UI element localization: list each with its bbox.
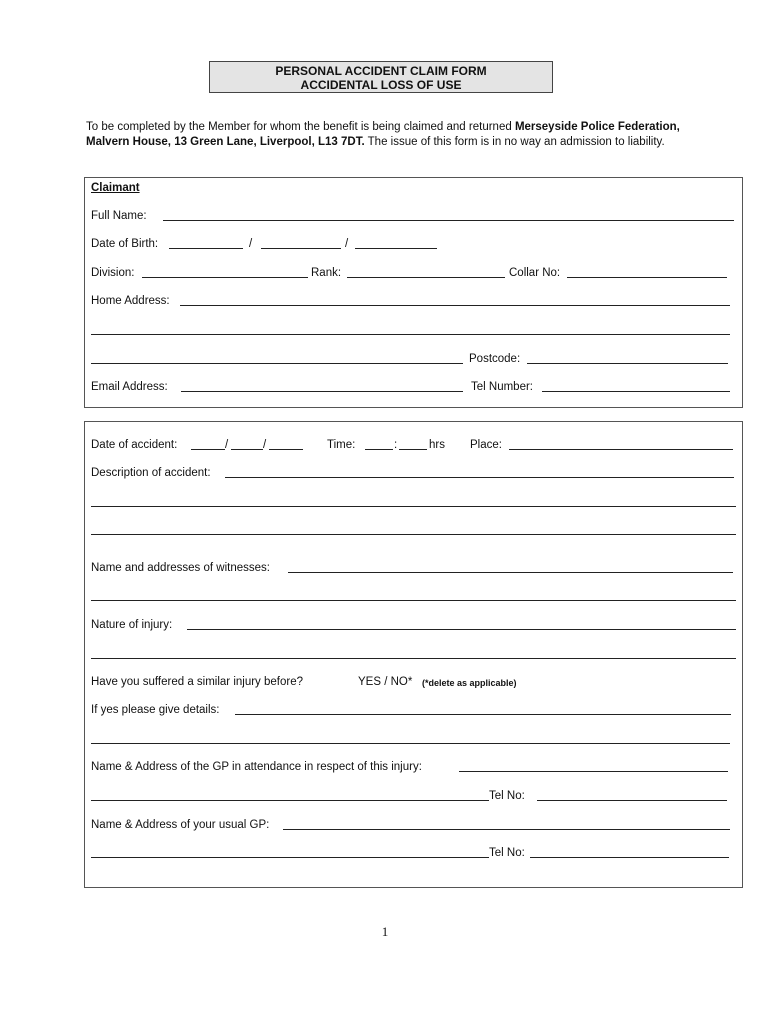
tel-number-field[interactable] bbox=[542, 391, 730, 392]
dob-separator: / bbox=[249, 238, 253, 250]
time-minutes-field[interactable] bbox=[399, 449, 427, 450]
form-title-line2: ACCIDENTAL LOSS OF USE bbox=[300, 78, 462, 92]
accident-section bbox=[84, 421, 743, 888]
dob-day-field[interactable] bbox=[169, 248, 243, 249]
witnesses-field[interactable] bbox=[288, 572, 733, 573]
email-field[interactable] bbox=[181, 391, 463, 392]
full-name-field[interactable] bbox=[163, 220, 734, 221]
dob-label: Date of Birth: bbox=[91, 238, 159, 250]
accident-year-field[interactable] bbox=[269, 449, 303, 450]
nature-of-injury-field[interactable] bbox=[187, 629, 736, 630]
description-field[interactable] bbox=[225, 477, 734, 478]
gp-tel-field[interactable] bbox=[537, 800, 727, 801]
usual-gp-label: Name & Address of your usual GP: bbox=[91, 819, 270, 831]
nature-of-injury-label: Nature of injury: bbox=[91, 619, 173, 631]
rank-field[interactable] bbox=[347, 277, 505, 278]
collar-no-field[interactable] bbox=[567, 277, 727, 278]
witnesses-label: Name and addresses of witnesses: bbox=[91, 562, 270, 574]
yes-no-option[interactable]: YES / NO* bbox=[358, 676, 413, 688]
similar-injury-question: Have you suffered a similar injury before? bbox=[91, 676, 304, 688]
time-label: Time: bbox=[327, 439, 356, 451]
gp-attendance-field[interactable] bbox=[459, 771, 728, 772]
dob-year-field[interactable] bbox=[355, 248, 437, 249]
intro-disclaimer: The issue of this form is in no way an admission to liability. bbox=[364, 135, 665, 148]
description-label: Description of accident: bbox=[91, 467, 211, 479]
full-name-label: Full Name: bbox=[91, 210, 147, 222]
rank-label: Rank: bbox=[311, 267, 342, 279]
postcode-field[interactable] bbox=[527, 363, 728, 364]
division-field[interactable] bbox=[142, 277, 308, 278]
place-label: Place: bbox=[470, 439, 502, 451]
hrs-label: hrs bbox=[429, 439, 445, 451]
page-number: 1 bbox=[381, 924, 389, 939]
collar-no-label: Collar No: bbox=[509, 267, 561, 279]
dob-month-field[interactable] bbox=[261, 248, 341, 249]
home-address-label: Home Address: bbox=[91, 295, 170, 307]
nature-of-injury-line-2[interactable] bbox=[91, 658, 736, 659]
home-address-line-2[interactable] bbox=[91, 334, 730, 335]
place-field[interactable] bbox=[509, 449, 733, 450]
home-address-field[interactable] bbox=[180, 305, 730, 306]
details-label: If yes please give details: bbox=[91, 704, 220, 716]
gp-tel-label: Tel No: bbox=[489, 790, 525, 802]
delete-note: (*delete as applicable) bbox=[422, 678, 517, 688]
description-line-3[interactable] bbox=[91, 534, 736, 535]
usual-gp-line-2[interactable] bbox=[91, 857, 489, 858]
usual-gp-tel-label: Tel No: bbox=[489, 847, 525, 859]
date-separator: / bbox=[263, 439, 267, 451]
gp-attendance-line-2[interactable] bbox=[91, 800, 489, 801]
description-line-2[interactable] bbox=[91, 506, 736, 507]
gp-attendance-label: Name & Address of the GP in attendance in respect of this injury: bbox=[91, 761, 422, 773]
intro-text: To be completed by the Member for whom the benefit is being claimed and returned bbox=[86, 121, 515, 133]
intro-paragraph bbox=[86, 120, 726, 149]
home-address-line-3[interactable] bbox=[91, 363, 463, 364]
time-hours-field[interactable] bbox=[365, 449, 393, 450]
claimant-section bbox=[84, 177, 743, 408]
details-field[interactable] bbox=[235, 714, 731, 715]
date-separator: / bbox=[225, 439, 229, 451]
time-separator: : bbox=[394, 439, 398, 451]
return-address: Merseyside Police Federation, Malvern House, 13 Green Lane, Liverpool, L13 7DT. bbox=[86, 121, 680, 148]
dob-separator: / bbox=[345, 238, 349, 250]
claimant-heading: Claimant bbox=[91, 182, 140, 194]
postcode-label: Postcode: bbox=[469, 353, 521, 365]
witnesses-line-2[interactable] bbox=[91, 600, 736, 601]
accident-month-field[interactable] bbox=[231, 449, 263, 450]
division-label: Division: bbox=[91, 267, 135, 279]
date-of-accident-label: Date of accident: bbox=[91, 439, 178, 451]
usual-gp-tel-field[interactable] bbox=[530, 857, 729, 858]
accident-day-field[interactable] bbox=[191, 449, 225, 450]
email-label: Email Address: bbox=[91, 381, 168, 393]
tel-number-label: Tel Number: bbox=[471, 381, 533, 393]
form-title bbox=[209, 61, 553, 93]
details-line-2[interactable] bbox=[91, 743, 730, 744]
usual-gp-field[interactable] bbox=[283, 829, 730, 830]
form-title-line1: PERSONAL ACCIDENT CLAIM FORM bbox=[275, 64, 487, 78]
